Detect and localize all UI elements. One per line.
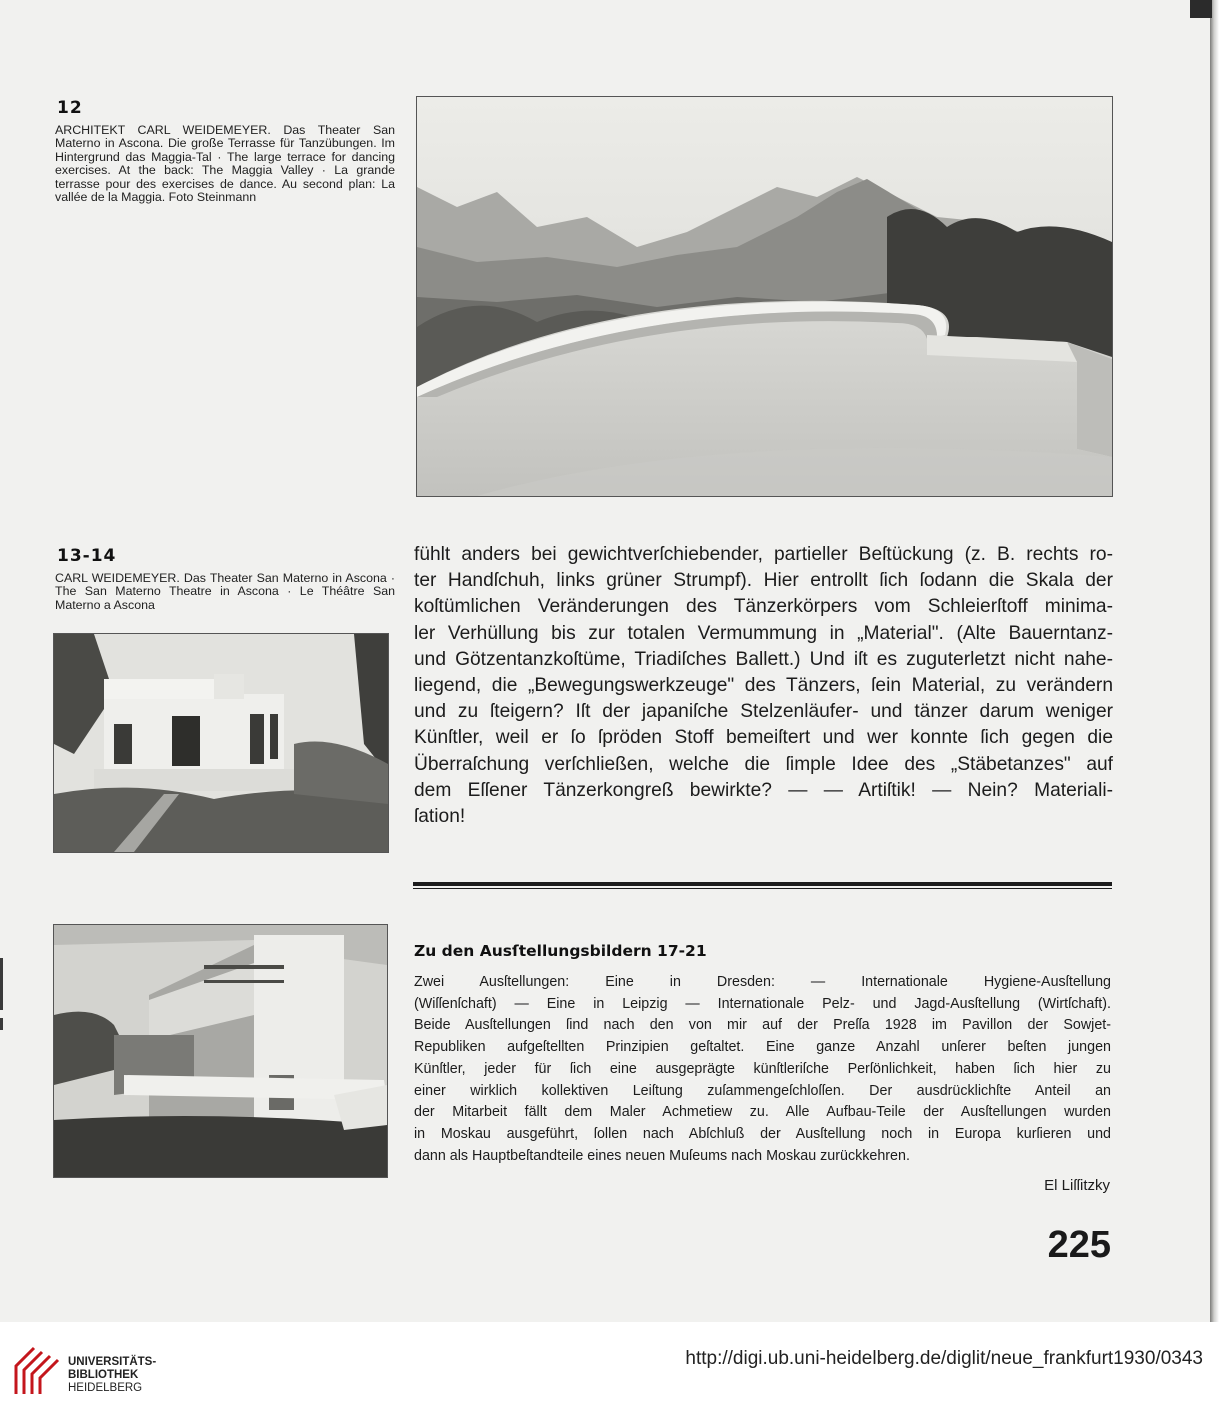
body-line: und zu ſteigern? Iſt der japaniſche Stelzenläufer- und tänzer darum weniger — [414, 701, 1113, 723]
figure-13-14-caption: CARL WEIDEMEYER. Das Theater San Materno in Ascona · The San Materno Theatre in Ascona · Le Théâtre San Materno a Ascona — [55, 571, 395, 612]
section-line: dann als Hauptbeſtandteile eines neuen Muſeums nach Moskau zurückkehren. — [414, 1147, 910, 1164]
body-line: Künſtler, weil er ſo ſpröden Stoff bemeiſtert und wer konnte ſich gegen die — [414, 727, 1113, 749]
figure-number-12: 12 — [57, 98, 83, 118]
figure-12-caption: ARCHITEKT CARL WEIDEMEYER. Das Theater San Materno in Ascona. Die große Terrasse für Tanzübungen. Im Hintergrund das Maggia-Tal · The large terrace for dancing exercises. At the back: The Maggia Valley · La grande terrasse pour des exercises de dance. Au second plan: La vallée de la Maggia. Foto Steinmann — [55, 123, 395, 205]
body-line: ter Handſchuh, links grüner Strumpf). Hier entrollt ſich ſodann die Skala der — [414, 570, 1113, 592]
section-line: Republiken aufgeſtellten Prinzipien geſtaltet. Eine ganze Anzahl unſerer beſten jungen — [414, 1039, 1111, 1056]
section-body-text — [414, 972, 1111, 1167]
photo-theater-san-materno-side — [53, 924, 388, 1178]
library-name — [68, 1356, 156, 1395]
section-line: in Moskau ausgeführt, ſollen nach Abſchluß der Ausſtellung noch in Europa kurſieren und — [414, 1125, 1111, 1142]
section-line: Künſtler, jeder für ſich eine ausgeprägte künſtleriſche Perſönlichkeit, haben ſich hier zu — [414, 1060, 1111, 1077]
ub-heidelberg-logo-icon — [12, 1344, 64, 1398]
library-name-line: BIBLIOTHEK — [68, 1369, 139, 1381]
section-line: der Mitarbeit fällt dem Maler Achmetiew zu. Alle Aufbau-Teile der Ausſtellungen wurden — [414, 1104, 1111, 1121]
binding-mark — [0, 958, 3, 1010]
body-line: dem Eſſener Tänzerkongreß bewirkte? — — Artiſtik! — Nein? Materiali- — [414, 779, 1113, 801]
photo-terrace-maggia-valley — [416, 96, 1113, 497]
body-line: ſation! — [414, 806, 466, 828]
library-name-line: UNIVERSITÄTS- — [68, 1356, 157, 1368]
body-line: fühlt anders bei gewichtverſchiebender, partieller Beſtückung (z. B. rechts ro- — [414, 544, 1113, 565]
section-title: Zu den Ausſtellungsbildern 17-21 — [414, 942, 707, 960]
author-signature: El Liſſitzky — [1044, 1177, 1110, 1194]
library-name-line: HEIDELBERG — [68, 1382, 143, 1394]
section-line: einer wirklich kollektiven Leiſtung zuſammengeſchloſſen. Der ausdrücklichſte Anteil an — [414, 1082, 1111, 1099]
body-line: und Götzentanzkoſtüme, Triadiſches Ballett.) Und iſt es zuguterletzt nicht nahe- — [414, 648, 1113, 670]
section-line: Beide Ausſtellungen ſind nach den von mir auf der Preſſa 1928 im Pavillon der Sowjet- — [414, 1017, 1111, 1034]
article-body-text — [414, 542, 1113, 830]
body-line: koſtümlichen Veränderungen des Tänzerkörpers vom Schleierſtoff minima- — [414, 596, 1113, 618]
page-number: 225 — [1047, 1224, 1111, 1266]
section-divider-rule-thin — [413, 888, 1112, 889]
body-line: Überraſchung verſchließen, welche die ſimple Idee des „Stäbetanzes" auf — [414, 753, 1113, 775]
figure-number-13-14: 13-14 — [57, 546, 117, 566]
section-line: (Wiſſenſchaft) — Eine in Leipzig — Internationale Pelz- und Jagd-Ausſtellung (Wirtſchaft). — [414, 995, 1111, 1012]
section-divider-rule — [413, 882, 1112, 886]
binding-mark — [0, 1018, 3, 1030]
scan-corner-mark — [1190, 0, 1212, 18]
paper-edge-shadow — [1210, 0, 1219, 1322]
section-line: Zwei Ausſtellungen: Eine in Dresden: — Internationale Hygiene-Ausſtellung — [414, 974, 1111, 990]
photo-theater-san-materno-front — [53, 633, 389, 853]
body-line: ler Verhüllung bis zur totalen Vermummung in „Material". (Alte Bauerntanz- — [414, 622, 1113, 644]
body-line: liegend, die „Bewegungswerkzeuge" des Tänzers, ſein Material, zu verändern — [414, 675, 1113, 697]
permalink-url[interactable]: http://digi.ub.uni-heidelberg.de/diglit/neue_frankfurt1930/0343 — [685, 1348, 1203, 1369]
